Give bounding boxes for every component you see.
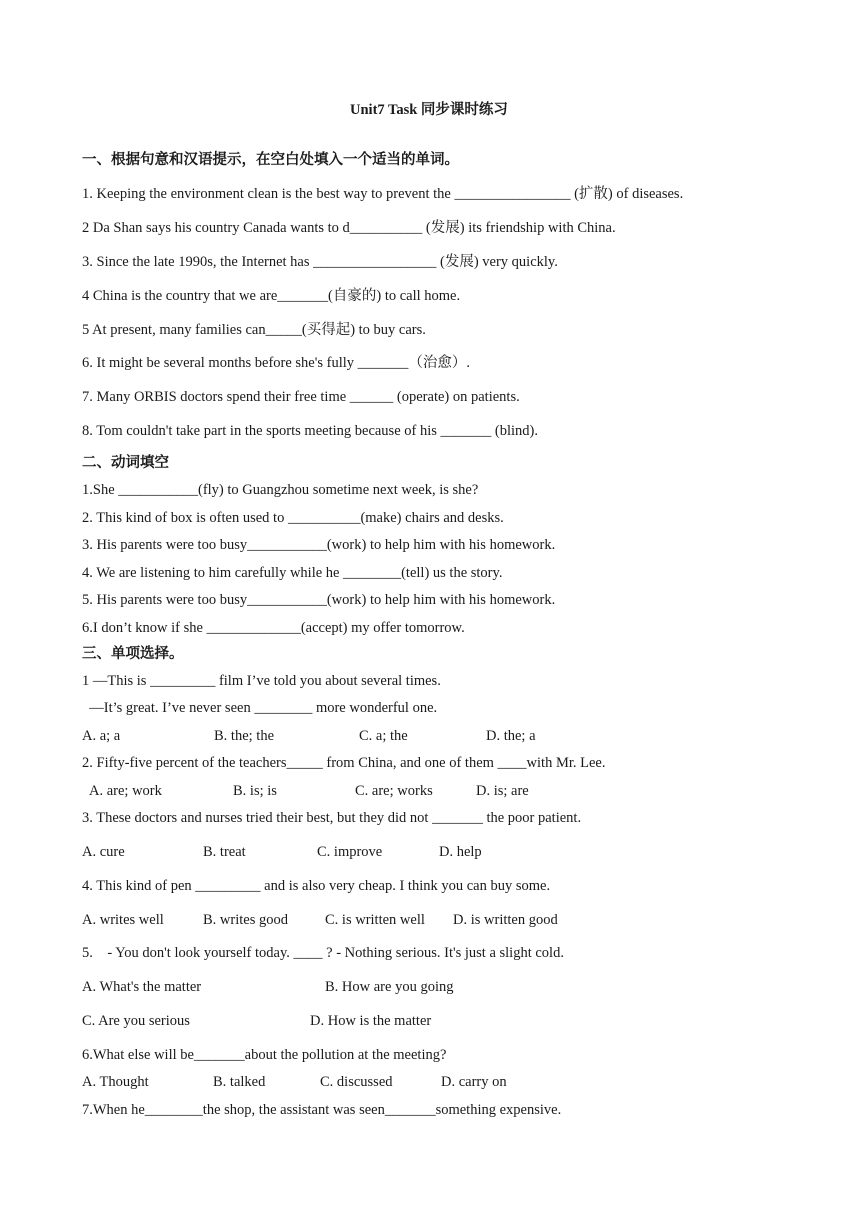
q4-stem: 4. This kind of pen _________ and is also very cheap. I think you can buy some. — [82, 878, 551, 894]
q2-stem: 2. Fifty-five percent of the teachers_____ from China, and one of them ____with Mr. Lee. — [82, 755, 606, 771]
s2-item-4: 4. We are listening to him carefully while he ________(tell) us the story. — [82, 565, 503, 581]
q4-option-c: C. is written well — [325, 912, 425, 928]
q6-option-a: A. Thought — [82, 1074, 149, 1090]
q2-option-d: D. is; are — [476, 783, 529, 799]
s1-item-2: 2 Da Shan says his country Canada wants to d__________ (发展) its friendship with China. — [82, 220, 616, 236]
q1-option-c: C. a; the — [359, 728, 408, 744]
q6-option-d: D. carry on — [441, 1074, 507, 1090]
s1-item-6: 6. It might be several months before she's fully _______（治愈）. — [82, 355, 471, 371]
q1-option-d: D. the; a — [486, 728, 536, 744]
q4-option-a: A. writes well — [82, 912, 164, 928]
page-title: Unit7 Task 同步课时练习 — [350, 102, 508, 118]
s2-item-1: 1.She ___________(fly) to Guangzhou sometime next week, is she? — [82, 482, 479, 498]
s1-item-3: 3. Since the late 1990s, the Internet has _________________ (发展) very quickly. — [82, 254, 558, 270]
q4-option-b: B. writes good — [203, 912, 288, 928]
s2-item-2: 2. This kind of box is often used to __________(make) chairs and desks. — [82, 510, 504, 526]
q3-option-d: D. help — [439, 844, 482, 860]
q3-option-b: B. treat — [203, 844, 246, 860]
q5-stem: 5. - You don't look yourself today. ____ ? - Nothing serious. It's just a slight cold. — [82, 945, 564, 961]
q7-stem: 7.When he________the shop, the assistant was seen_______something expensive. — [82, 1102, 562, 1118]
q2-option-c: C. are; works — [355, 783, 433, 799]
s1-item-7: 7. Many ORBIS doctors spend their free time ______ (operate) on patients. — [82, 389, 520, 405]
q2-option-a: A. are; work — [89, 783, 162, 799]
q6-option-b: B. talked — [213, 1074, 266, 1090]
s2-item-5: 5. His parents were too busy___________(work) to help him with his homework. — [82, 592, 556, 608]
section1-heading: 一、根据句意和汉语提示，在空白处填入一个适当的单词。 — [82, 152, 459, 168]
q2-option-b: B. is; is — [233, 783, 277, 799]
s1-item-1: 1. Keeping the environment clean is the best way to prevent the ________________ (扩散) of diseases. — [82, 186, 684, 202]
q5-option-c: C. Are you serious — [82, 1013, 190, 1029]
section3-heading: 三、单项选择。 — [82, 646, 184, 662]
s2-item-3: 3. His parents were too busy___________(work) to help him with his homework. — [82, 537, 556, 553]
q3-option-c: C. improve — [317, 844, 383, 860]
section2-heading: 二、动词填空 — [82, 455, 169, 471]
s1-item-4: 4 China is the country that we are_______(自豪的) to call home. — [82, 288, 461, 304]
q3-option-a: A. cure — [82, 844, 125, 860]
q3-stem: 3. These doctors and nurses tried their best, but they did not _______ the poor patient. — [82, 810, 582, 826]
s1-item-8: 8. Tom couldn't take part in the sports meeting because of his _______ (blind). — [82, 423, 538, 439]
q5-option-a: A. What's the matter — [82, 979, 202, 995]
q6-stem: 6.What else will be_______about the pollution at the meeting? — [82, 1047, 447, 1063]
q6-option-c: C. discussed — [320, 1074, 393, 1090]
q1-option-a: A. a; a — [82, 728, 121, 744]
q1-option-b: B. the; the — [214, 728, 275, 744]
q5-option-d: D. How is the matter — [310, 1013, 432, 1029]
q5-option-b: B. How are you going — [325, 979, 454, 995]
q4-option-d: D. is written good — [453, 912, 558, 928]
q1-line1: 1 —This is _________ film I’ve told you about several times. — [82, 673, 441, 689]
s1-item-5: 5 At present, many families can_____(买得起) to buy cars. — [82, 322, 426, 338]
s2-item-6: 6.I don’t know if she _____________(accept) my offer tomorrow. — [82, 620, 465, 636]
q1-line2: —It’s great. I’ve never seen ________ more wonderful one. — [82, 700, 438, 716]
